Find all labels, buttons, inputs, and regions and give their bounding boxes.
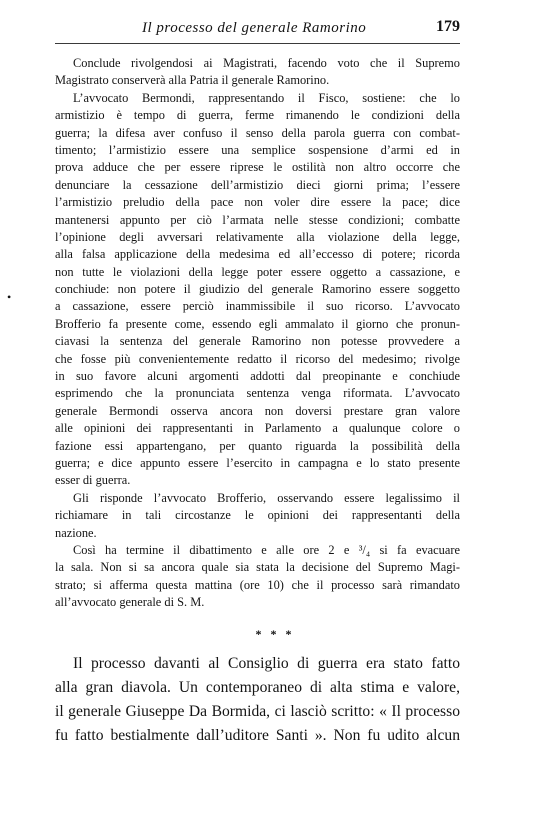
text-line: che fosse più convenientemente redatto il ricorso del medesimo; rivolge [55,351,460,366]
text-line: esser di guerra. [55,473,131,488]
text-line: prova adduce che per essere riprese le ostilità non altro occorre che [55,160,460,175]
text-line: armistizio è tempo di guerra, ferme rimanendo le condizioni della [55,108,460,123]
text-line: alle opinioni dei rappresentanti in Parlamento a qualunque colore o [55,421,460,436]
lower-text-block [55,652,460,748]
text-line: fu fatto bestialmente dall’uditore Santi ». Non fu udito alcun [55,727,460,744]
section-separator: * * * [255,627,295,641]
running-title: Il processo del generale Ramorino [142,20,367,36]
text-line: mantenersi appunto per ciò l’armata nelle stesse condizioni; combatte [55,212,460,227]
text-line: denunciare la cessazione dell’armistizio dieci giorni prima; l’essere [55,177,460,192]
text-line: Conclude rivolgendosi ai Magistrati, facendo voto che il Supremo [73,56,460,70]
text-line: esprimendo che la pronunciata sentenza venga riformata. L’avvocato [55,386,460,401]
text-line: a cassazione, essere perciò inammissibile il suo ricorso. L’avvocato [55,299,460,314]
text-line: Brofferio fa presente come, essendo egli ammalato il giorno che pronun- [55,316,460,331]
text-line: guerra; e dice appunto essere l’esercito in campagna e lo stato presente [55,455,460,470]
text-line: l’opinione degli avversari relativamente alla violazione della legge, [55,229,460,244]
text-line: strato; si afferma questa mattina (ore 10) che il processo sarà rimandato [55,577,460,592]
text-line: la sala. Non si sa ancora quale sia stata la decisione del Supremo Magi- [55,560,460,575]
text-line: Il processo davanti al Consiglio di guerra era stato fatto [73,655,460,672]
page-number: 179 [436,18,460,35]
text-line: Gli risponde l’avvocato Brofferio, osservando essere legalissimo il [73,490,460,505]
text-line: richiamare in tali circostanze le opinioni dei rappresentanti della [55,508,460,523]
text-line: fazione essi appartengano, per quanto riguarda la possibilità della [55,438,460,453]
text-line: guerra; la difesa aver confuso il senso della parola guerra con combat- [55,125,460,140]
text-line: in suo favore alcuni argomenti addotti dal preopinante e conchiude [55,369,460,384]
text-line: timento; l’armistizio essere una semplice sospensione d’armi ed in [55,142,460,157]
text-line: ciavasi la sentenza del generale Ramorino non potesse provvedere a [55,334,460,349]
text-line: alla gran diavola. Un contemporaneo di alta stima e valore, [55,679,460,696]
text-line: alla falsa applicazione della medesima ed all’eccesso di potere; ricorda [55,247,460,262]
running-head [55,20,460,44]
text-line: all’avvocato generale di S. M. [55,595,205,610]
text-line: conchiude: non potere il giudizio del generale Ramorino essere soggetto [55,282,460,297]
text-line: non tutte le violazioni della legge poter essere oggetto a cassazione, e [55,264,460,279]
text-line: Magistrato conserverà alla Patria il generale Ramorino. [55,73,330,88]
text-line: l’armistizio preludio della pace non voler dire essere la pace; dice [55,195,460,210]
text-line: Così ha termine il dibattimento e alle ore 2 e ³/₄ si fa evacuare [73,542,460,557]
upper-text-block [55,55,460,612]
margin-mark: • [7,290,12,304]
text-line: L’avvocato Bermondi, rappresentando il Fisco, sostiene: che lo [73,90,460,105]
text-line: nazione. [55,525,97,540]
header-rule [55,43,460,44]
text-line: generale Bermondi osserva ancora non doversi prestare gran valore [55,403,460,418]
text-line: il generale Giuseppe Da Bormida, ci lasciò scritto: « Il processo [55,703,460,720]
